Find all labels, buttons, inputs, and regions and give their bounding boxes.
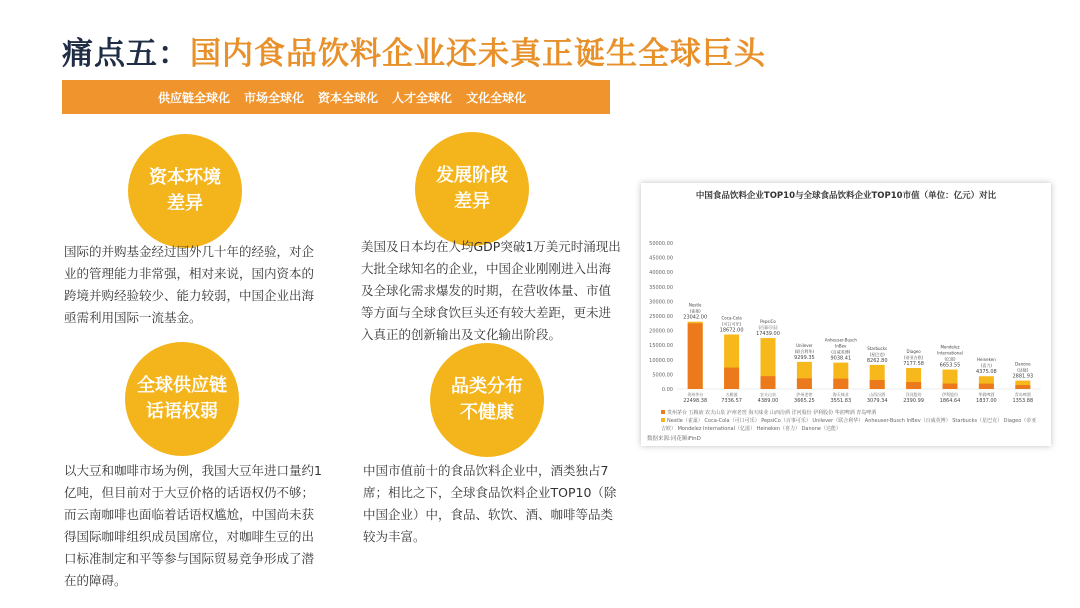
data-label-global: 8262.80 (866, 357, 888, 364)
banner-item: 市场全球化 (244, 90, 305, 105)
y-tick-label: 40000.00 (649, 270, 673, 277)
bar-china (797, 378, 812, 389)
series-label-global: Danone (1015, 361, 1031, 367)
data-label-global: 7177.58 (903, 361, 924, 368)
data-label-global: 2881.93 (1012, 373, 1034, 380)
y-tick-label: 10000.00 (649, 357, 673, 364)
legend-global: Nestle（雀巢） Coca-Cola（可口可乐） PepsiCo（百事可乐） Unilever（联合利华） Anheuser-Busch InBev（百威英博） Starbucks（星巴克） Diageo（帝亚吉欧） Mondelez International（亿滋） Heineken（喜力） Danone（达能） (661, 418, 1037, 432)
capital-environment-text: 国际的并购基金经过国外几十年的经验，对企业的管理能力非常强，相对来说，国内资本的跨境并购经验较少、能力较弱，中国企业出海亟需利用国际一流基金。 (64, 244, 315, 325)
series-label-global: Anheuser-Busch (824, 337, 857, 343)
series-label-global: Heineken (977, 357, 996, 363)
data-label-global: 23042.00 (683, 314, 708, 321)
category-label-china: 山西汾酒 (869, 392, 886, 397)
series-label-global: Mondelez (940, 344, 960, 350)
legend-swatch-china (661, 410, 665, 414)
series-label-global: InBev (835, 343, 847, 349)
series-label-global: International (937, 350, 963, 356)
series-label-global: (亿滋) (944, 356, 956, 362)
bar-china (943, 384, 958, 389)
page-title (62, 28, 766, 73)
data-label-china: 3079.34 (866, 398, 888, 404)
banner-item: 资本全球化 (318, 90, 379, 105)
series-label-global: Diageo (906, 349, 921, 355)
market-cap-chart (641, 183, 1051, 446)
category-label-china: 贵州茅台 (687, 392, 704, 397)
development-stage-circle (415, 132, 529, 246)
legend-swatch-global (661, 418, 665, 422)
bar-china (979, 384, 994, 389)
data-label-global: 6653.55 (939, 362, 961, 369)
chart-title: 中国食品饮料企业TOP10与全球食品饮料企业TOP10市值（单位：亿元）对比 (695, 191, 997, 201)
title-main: 国内食品饮料企业还未真正诞生全球巨头 (190, 36, 766, 72)
series-label-global: (百威英博) (831, 349, 851, 355)
y-tick-label: 35000.00 (649, 284, 673, 291)
category-distribution-text: 中国市值前十的食品饮料企业中，酒类独占7席；相比之下，全球食品饮料企业TOP10（除中国企业）中，食品、软饮、酒、咖啡等品类较为丰富。 (363, 463, 617, 544)
supply-chain-circle (125, 342, 239, 456)
circle-line: 差异 (167, 193, 203, 214)
circle-line: 不健康 (460, 402, 514, 423)
category-label-china: 伊利股份 (942, 392, 958, 397)
circle-line: 话语权弱 (146, 401, 218, 422)
category-label-china: 海天味业 (832, 392, 849, 397)
category-label-china: 青岛啤酒 (1014, 392, 1031, 397)
category-label-china: 五粮液 (725, 392, 738, 397)
bar-china (870, 380, 885, 389)
y-tick-label: 0.00 (661, 387, 673, 393)
chart-source: 数据来源:同花顺iFinD (647, 436, 701, 442)
series-label-global: (雀巢) (689, 308, 701, 314)
circle-line: 资本环境 (149, 167, 221, 188)
data-label-china: 7336.57 (721, 398, 742, 404)
series-label-global: Starbucks (867, 345, 888, 351)
bar-china (761, 376, 776, 389)
banner-item: 文化全球化 (466, 90, 527, 105)
bar-china (833, 379, 848, 389)
data-label-global: 9038.41 (830, 355, 852, 362)
globalization-banner (62, 80, 610, 114)
circle-line: 差异 (454, 191, 490, 212)
y-tick-label: 5000.00 (652, 372, 673, 379)
category-label-china: 华润啤酒 (978, 392, 995, 397)
data-label-china: 1864.64 (939, 398, 961, 404)
category-distribution-circle (430, 343, 544, 457)
banner-item: 人才全球化 (392, 90, 453, 105)
bar-china (1015, 385, 1030, 389)
circle-line: 全球供应链 (137, 375, 227, 396)
supply-chain-text: 以大豆和咖啡市场为例，我国大豆年进口量约1亿吨，但目前对于大豆价格的话语权仍不够；而云南咖啡也面临着话语权尴尬，中国尚未获得国际咖啡组织成员国席位，对咖啡生豆的出口标准制定和平等参与国际贸易竞争形成了潜在的障碍。 (64, 463, 322, 588)
data-label-global: 4375.08 (976, 369, 997, 376)
y-tick-label: 25000.00 (649, 314, 673, 320)
y-tick-label: 30000.00 (649, 299, 673, 306)
series-label-global: Coca-Cola (721, 315, 742, 321)
series-label-global: PepsiCo (760, 319, 776, 325)
data-label-global: 9299.35 (794, 354, 815, 361)
y-tick-label: 20000.00 (649, 328, 673, 335)
category-label-china: 农夫山泉 (760, 392, 776, 397)
y-tick-label: 45000.00 (649, 255, 673, 262)
data-label-global: 18672.00 (719, 327, 744, 334)
data-label-china: 1353.88 (1012, 398, 1034, 404)
bar-china (724, 368, 739, 389)
data-label-china: 3665.25 (794, 398, 815, 404)
data-label-china: 22498.38 (683, 398, 708, 404)
circle-line: 品类分布 (451, 376, 523, 397)
category-label-china: 洋河股份 (905, 392, 922, 397)
series-label-global: (可口可乐) (722, 321, 742, 327)
circle-line: 发展阶段 (436, 165, 508, 186)
data-label-china: 3551.83 (830, 398, 852, 404)
y-tick-label: 50000.00 (649, 241, 673, 247)
y-tick-label: 15000.00 (649, 343, 673, 350)
data-label-global: 17439.00 (756, 331, 780, 338)
chart-legend (661, 409, 1041, 433)
capital-environment-circle (128, 134, 242, 248)
series-label-global: (星巴克) (869, 351, 885, 357)
data-label-china: 1837.00 (976, 398, 997, 404)
series-label-global: Unilever (796, 342, 813, 348)
series-label-global: (联合利华) (794, 348, 814, 354)
series-label-global: Nestle (688, 302, 702, 308)
bar-china (906, 382, 921, 389)
development-stage-text: 美国及日本均在人均GDP突破1万美元时涌现出大批全球知名的企业，中国企业刚刚进入出海及全球化需求爆发的时期，在营收体量、市值等方面与全球食饮巨头还有较大差距，更未进入真正的创新输出及文化输出阶段。 (361, 239, 621, 342)
data-label-china: 2390.99 (903, 398, 924, 404)
bar-china (688, 323, 703, 389)
data-label-china: 4389.00 (757, 398, 779, 404)
legend-cn: 贵州茅台 五粮液 农夫山泉 泸州老窖 海天味业 山西汾酒 洋河股份 伊利股份 华润啤酒 青岛啤酒 (667, 410, 877, 416)
chart-plot (641, 201, 1051, 423)
series-label-global: (帝亚吉欧) (904, 355, 924, 361)
series-label-global: (喜力) (980, 363, 992, 369)
category-label-china: 泸州老窖 (796, 392, 813, 397)
title-prefix: 痛点五： (62, 36, 190, 72)
series-label-global: (达能) (1017, 367, 1029, 373)
banner-item: 供应链全球化 (158, 90, 231, 105)
series-label-global: (百事可乐) (758, 325, 778, 331)
